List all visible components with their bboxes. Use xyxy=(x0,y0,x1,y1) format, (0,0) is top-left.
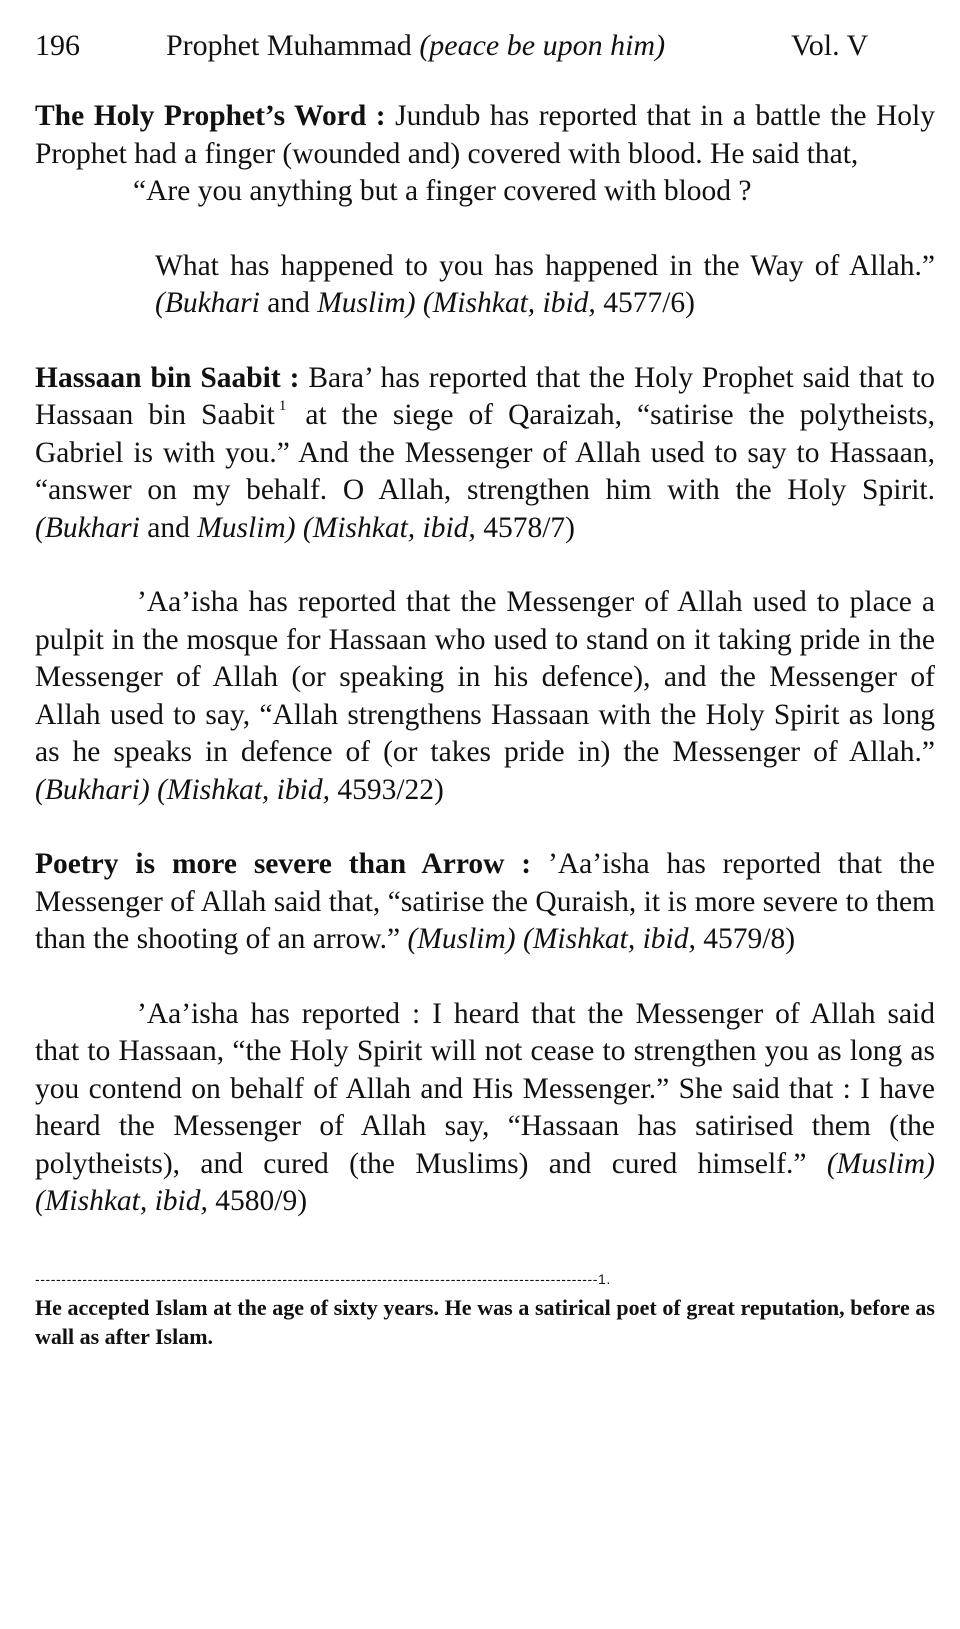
paragraph-aaisha-pulpit: ’Aa’isha has reported that the Messenger of Allah used to place a pulpit in the mosque for Hassaan who used to stand on it taking pride in the Messenger of Allah (or speaking in his defence), and the Messenger of Allah used to say, “Allah strengthens Hassaan with the Holy Spirit as long as he speaks in defence of (or takes pride in) the Messenger of Allah.” (Bukhari) (Mishkat, ibid, 4593/22) xyxy=(35,586,935,806)
volume-label: Vol. V xyxy=(791,29,869,62)
footnote-marker: 1 xyxy=(278,398,287,414)
paragraph-hassaan-bin-saabit: Hassaan bin Saabit : Bara’ has reported that the Holy Prophet said that to Hassaan bin Saabit $^1$ at the siege of Qaraizah, “satirise the polytheists, Gabriel is with you.” And the Messenger of Allah used to say to Hassaan, “answer on my behalf. O Allah, strengthen him with the Holy Spirit. (Bukhari and Muslim) (Mishkat, ibid, 4578/7) xyxy=(35,361,936,544)
section-heading: Hassaan bin Saabit : xyxy=(35,361,300,394)
page-number: 196 xyxy=(35,29,80,62)
paragraph-aaisha-holy-spirit: ’Aa’isha has reported : I heard that the Messenger of Allah said that to Hassaan, “the Holy Spirit will not cease to strengthen you as long as you contend on behalf of Allah and His Messenger.” She said that : I have heard the Messenger of Allah say, “Hassaan has satirised them (the polytheists), and cured (the Muslims) and cured himself.” (Muslim) (Mishkat, ibid, 4580/9) xyxy=(35,997,936,1217)
footnote-text: He accepted Islam at the age of sixty years. He was a satirical poet of great reputation, before as wall as after Islam. xyxy=(35,1294,935,1349)
paragraph-poetry-severe: Poetry is more severe than Arrow : ’Aa’isha has reported that the Messenger of Allah said that, “satirise the Quraish, it is more severe to them than the shooting of an arrow.” (Muslim) (Mishkat, ibid, 4579/8) xyxy=(35,848,935,955)
paragraph-text: Jundub has reported that in a battle the Holy Prophet had a finger (wounded and) covered with blood. He said that, xyxy=(35,100,935,170)
section-heading: Poetry is more severe than Arrow : xyxy=(35,848,532,880)
book-title: Prophet Muhammad (peace be upon him) xyxy=(166,29,666,62)
section-heading: The Holy Prophet’s Word : xyxy=(35,100,386,132)
quote-paragraph: What has happened to you has happened in the Way of Allah.” (Bukhari and Muslim) (Mishkat, ibid, 4577/6) xyxy=(155,249,935,319)
quote-line: “Are you anything but a finger covered with blood ? xyxy=(133,175,752,207)
footnote-separator: -----------------------------------------------------------------------------------------------------------1. xyxy=(35,1270,611,1287)
paragraph-holy-prophets-word xyxy=(35,98,935,173)
page-body xyxy=(35,98,935,1351)
running-header xyxy=(35,26,935,66)
